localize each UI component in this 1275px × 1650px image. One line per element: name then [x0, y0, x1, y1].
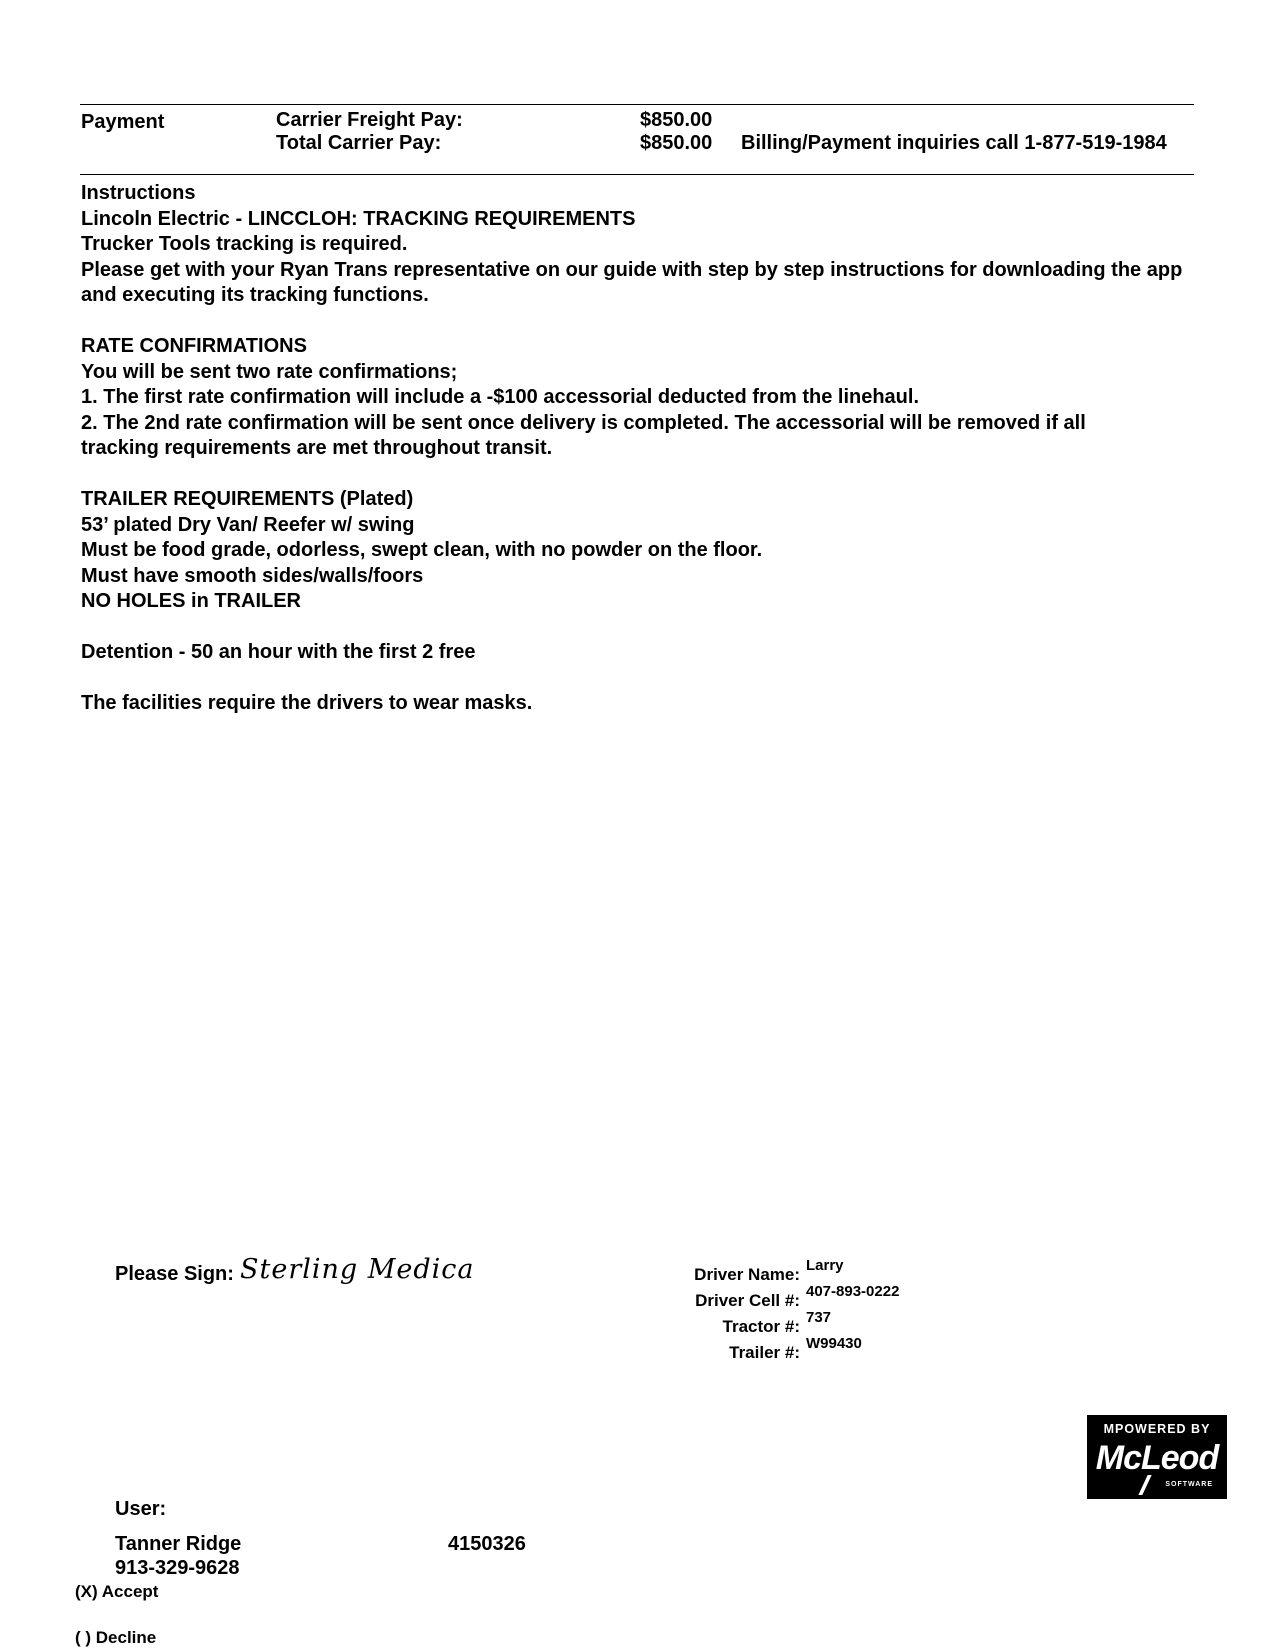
rate-confirmation-second: 2. The 2nd rate confirmation will be sent once delivery is completed. The accessorial will be removed if all tracking requirements are met throughout transit. [81, 411, 1086, 459]
payment-rule [80, 174, 1194, 175]
total-carrier-pay-label: Total Carrier Pay: [276, 132, 442, 154]
trailer-requirements-heading: TRAILER REQUIREMENTS (Plated) [81, 488, 414, 510]
driver-cell-label: Driver Cell #: [695, 1291, 800, 1310]
carrier-freight-pay-label: Carrier Freight Pay: [276, 109, 463, 131]
payment-section-label: Payment [81, 111, 165, 133]
logo-slash-icon [1138, 1475, 1151, 1495]
driver-name-value: Larry [806, 1257, 844, 1274]
instructions-heading: Instructions [81, 182, 196, 204]
trailer-label: Trailer #: [729, 1343, 800, 1362]
tractor-label: Tractor #: [722, 1317, 800, 1336]
instructions-guide: Please get with your Ryan Trans representative on our guide with step by step instructions for downloading the app and executing its tracking functions. [81, 258, 1183, 306]
trailer-type: 53’ plated Dry Van/ Reefer w/ swing [81, 513, 415, 536]
detention-note: Detention - 50 an hour with the first 2 free [81, 641, 476, 663]
instructions-block [81, 181, 1201, 717]
total-carrier-pay-amount: $850.00 [640, 132, 713, 154]
user-phone: 913-329-9628 [115, 1557, 240, 1579]
tractor-value: 737 [806, 1309, 832, 1326]
logo-software: SOFTWARE [1165, 1481, 1213, 1488]
driver-cell-value: 407-893-0222 [806, 1283, 900, 1300]
decline-option[interactable]: ( ) Decline [75, 1628, 157, 1647]
rate-confirmations-intro: You will be sent two rate confirmations; [81, 360, 458, 383]
billing-inquiries: Billing/Payment inquiries call 1-877-519-1984 [741, 132, 1167, 154]
trailer-no-holes: NO HOLES in TRAILER [81, 590, 301, 612]
trailer-smooth-sides: Must have smooth sides/walls/foors [81, 564, 424, 587]
carrier-freight-pay-amount: $850.00 [640, 109, 713, 131]
driver-name-label: Driver Name: [694, 1265, 800, 1284]
please-sign-label: Please Sign: [115, 1263, 234, 1285]
logo-mcleod: McLeod [1095, 1439, 1219, 1477]
user-label: User: [115, 1498, 167, 1520]
rate-confirmations-heading: RATE CONFIRMATIONS [81, 335, 307, 357]
trailer-value: W99430 [806, 1335, 862, 1352]
rate-confirmation-first: 1. The first rate confirmation will include a -$100 accessorial deducted from the linehaul. [81, 386, 920, 408]
user-name: Tanner Ridge [115, 1533, 242, 1555]
signature-value: Sterling Medica [240, 1254, 475, 1285]
top-rule [80, 104, 1194, 105]
instructions-tracking: Trucker Tools tracking is required. [81, 233, 408, 255]
masks-note: The facilities require the drivers to wear masks. [81, 692, 533, 714]
mcleod-logo [1087, 1415, 1227, 1499]
instructions-customer: Lincoln Electric - LINCCLOH: TRACKING REQUIREMENTS [81, 207, 636, 230]
trailer-food-grade: Must be food grade, odorless, swept clean, with no powder on the floor. [81, 539, 763, 561]
accept-option[interactable]: (X) Accept [75, 1582, 159, 1601]
user-number: 4150326 [448, 1533, 526, 1555]
logo-powered-by: MPOWERED BY [1103, 1422, 1211, 1436]
